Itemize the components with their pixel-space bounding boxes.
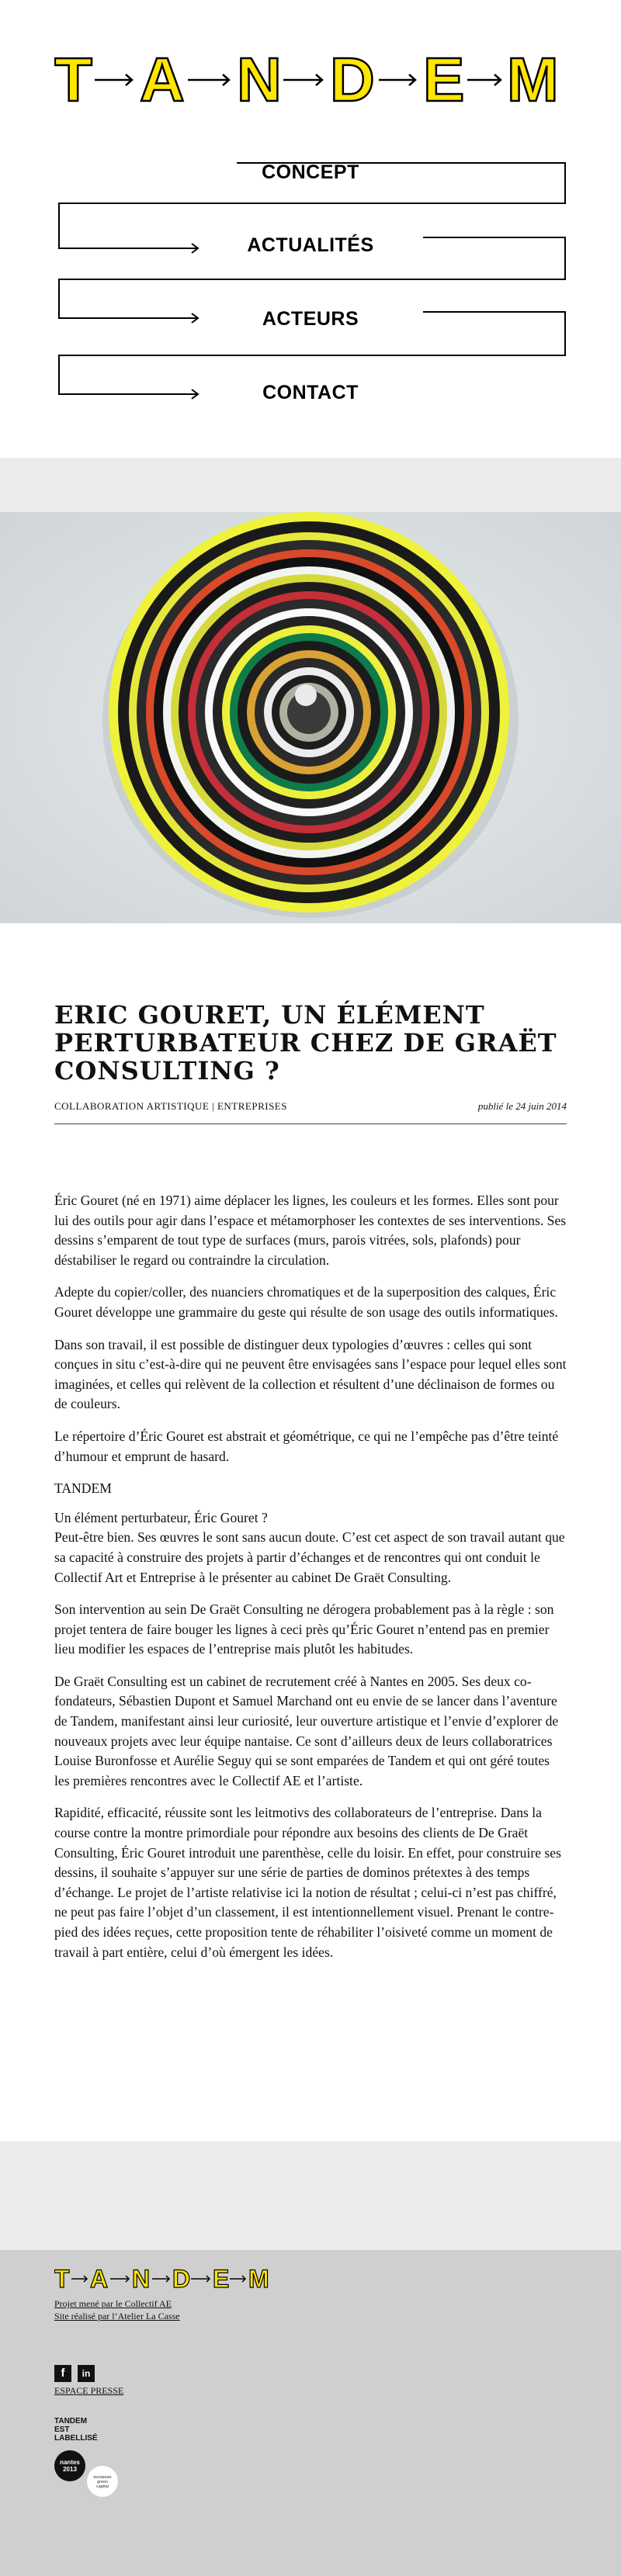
article-meta bbox=[54, 1100, 567, 1124]
article-publish-date: publié le 24 juin 2014 bbox=[477, 1100, 567, 1112]
label-title bbox=[54, 2417, 124, 2443]
nav-actualites[interactable]: ACTUALITÉS bbox=[247, 234, 374, 256]
article-paragraph: Éric Gouret (né en 1971) aime déplacer les lignes, les couleurs et les formes. Elles sont pour lui des outils pour agir dans l’espace et métamorphoser les contextes de ses interventions. Ses dessins s’emparent de tout type de surfaces (murs, parois vitrées, sols, plafonds) pour déstabiliser le regard ou contraindre la circulation. bbox=[54, 1193, 567, 1268]
badge-nantes-text: nantes bbox=[60, 2459, 80, 2466]
linkedin-icon[interactable]: in bbox=[78, 2365, 95, 2382]
label-line: EST bbox=[54, 2425, 70, 2434]
article-title: ERIC GOURET, UN ÉLÉMENT PERTURBATEUR CHEZ DE GRAËT CONSULTING ? bbox=[54, 1000, 557, 1085]
site-header bbox=[0, 0, 621, 458]
logo-letter: N bbox=[132, 2265, 151, 2293]
article-category-link[interactable]: COLLABORATION ARTISTIQUE | ENTREPRISES bbox=[54, 1100, 287, 1112]
nav-contact[interactable]: CONTACT bbox=[262, 382, 359, 403]
article-paragraph: Dans son travail, il est possible de distinguer deux typologies d’œuvres : celles qui sont conçues in situ c’est-à-dire qui ne peuvent être envisagées sans l’espace pour lequel elles sont imaginées, et celles qui relèvent de la collection et résultent d’une déclinaison de formes ou de couleurs. bbox=[54, 1336, 567, 1412]
article-paragraph: Son intervention au sein De Graët Consulting ne dérogera probablement pas à la règle : son projet tentera de faire bouger les lignes à ceci près qu’Éric Gouret n’entend pas en premier lieu modifier les espaces de l’entreprise mais plutôt les habitudes. bbox=[54, 1601, 554, 1657]
nav-concept[interactable]: CONCEPT bbox=[262, 161, 359, 183]
spacer-band bbox=[0, 2141, 621, 2250]
atelier-la-casse-link[interactable]: Site réalisé par l’Atelier La Casse bbox=[54, 2311, 180, 2322]
article-paragraph: De Graët Consulting est un cabinet de recrutement créé à Nantes en 2005. Ses deux co-fondateurs, Sébastien Dupont et Samuel Marchand ont eu envie de se lancer dans l’aventure de Tandem, manifestant ainsi leur curiosité, leur ouverture artistique et l’envie d’explorer de nouveaux projets avec leur équipe nantaise. Ce sont d’ailleurs deux de leurs collaboratrices Louise Buronfosse et Aurélie Seguy qui se sont emparées de Tandem et qui ont géré toutes les premières rencontres avec le Collectif AE et l’artiste. bbox=[54, 1673, 559, 1788]
logo-letter: A bbox=[90, 2265, 109, 2293]
collectif-ae-link[interactable]: Projet mené par le Collectif AE bbox=[54, 2298, 172, 2309]
label-line: LABELLISÉ bbox=[54, 2434, 98, 2443]
logo-letter: M bbox=[507, 45, 559, 114]
badge-green-text: green bbox=[96, 2480, 109, 2484]
article-subheading: TANDEM bbox=[54, 1480, 112, 1497]
nav-acteurs[interactable]: ACTEURS bbox=[262, 308, 359, 330]
tandem-logo[interactable] bbox=[54, 45, 567, 115]
badge-nantes-year: 2013 bbox=[63, 2466, 77, 2473]
footer-tandem-logo[interactable] bbox=[54, 2264, 276, 2294]
press-space-link[interactable]: ESPACE PRESSE bbox=[54, 2385, 124, 2396]
logo-letter: E bbox=[423, 45, 465, 114]
article-header bbox=[54, 1001, 567, 1124]
logo-letter: D bbox=[172, 2265, 191, 2293]
logo-letter: M bbox=[248, 2265, 269, 2293]
artwork-image bbox=[0, 512, 621, 923]
logo-letter: N bbox=[237, 45, 282, 114]
label-line: TANDEM bbox=[54, 2417, 88, 2425]
article-paragraph: Le répertoire d’Éric Gouret est abstrait et géométrique, ce qui ne l’empêche pas d’être teinté d’humour et emprunt de hasard. bbox=[54, 1428, 559, 1464]
badge-green-text: european bbox=[93, 2475, 112, 2480]
article-paragraph: Adepte du copier/coller, des nuanciers chromatiques et de la superposition des calques, Éric Gouret développe une grammaire du geste qui résulte de son usage des outils informatiques. bbox=[54, 1284, 558, 1320]
article-paragraph: Rapidité, efficacité, réussite sont les leitmotivs des collaborateurs de l’entreprise. Dans la course contre la montre primordiale pour répondre aux besoins des clients de De Graët Consulting, Éric Gouret introduit une parenthèse, celle du loisir. En effet, pour construire ses dessins, il souhaite s’appuyer sur une série de parties de dominos prétextes à des temps d’échange. Le projet de l’artiste relativise ici la notion de résultat ; celui-ci n’est pas chiffré, ne peut pas faire l’objet d’un classement, il est intentionnellement visuel. Prenant le contre-pied des idées reçues, cette proposition tente de réhabiliter l’oisiveté comme un moment de travail à part entière, celui d’où émergent les idées. bbox=[54, 1805, 561, 1960]
logo-letter: T bbox=[54, 45, 92, 114]
article-paragraph: Un élément perturbateur, Éric Gouret ? Peut-être bien. Ses œuvres le sont sans aucun doute. C’est cet aspect de son travail autant que sa capacité à construire des projets à partir d’échanges et de rencontres qui ont conduit le Collectif Art et Entreprise à le présenter au cabinet De Graët Consulting. bbox=[54, 1509, 565, 1585]
logo-letter: A bbox=[140, 45, 185, 114]
article-body bbox=[54, 1191, 567, 1975]
logo-letter: E bbox=[213, 2265, 230, 2293]
logo-letter: D bbox=[330, 45, 375, 114]
facebook-icon[interactable]: f bbox=[54, 2365, 71, 2382]
spacer-band bbox=[0, 458, 621, 512]
label-badge-block bbox=[54, 2417, 124, 2495]
label-badges bbox=[54, 2446, 124, 2500]
badge-green-text: capital bbox=[96, 2484, 109, 2489]
logo-letter: T bbox=[54, 2265, 70, 2293]
